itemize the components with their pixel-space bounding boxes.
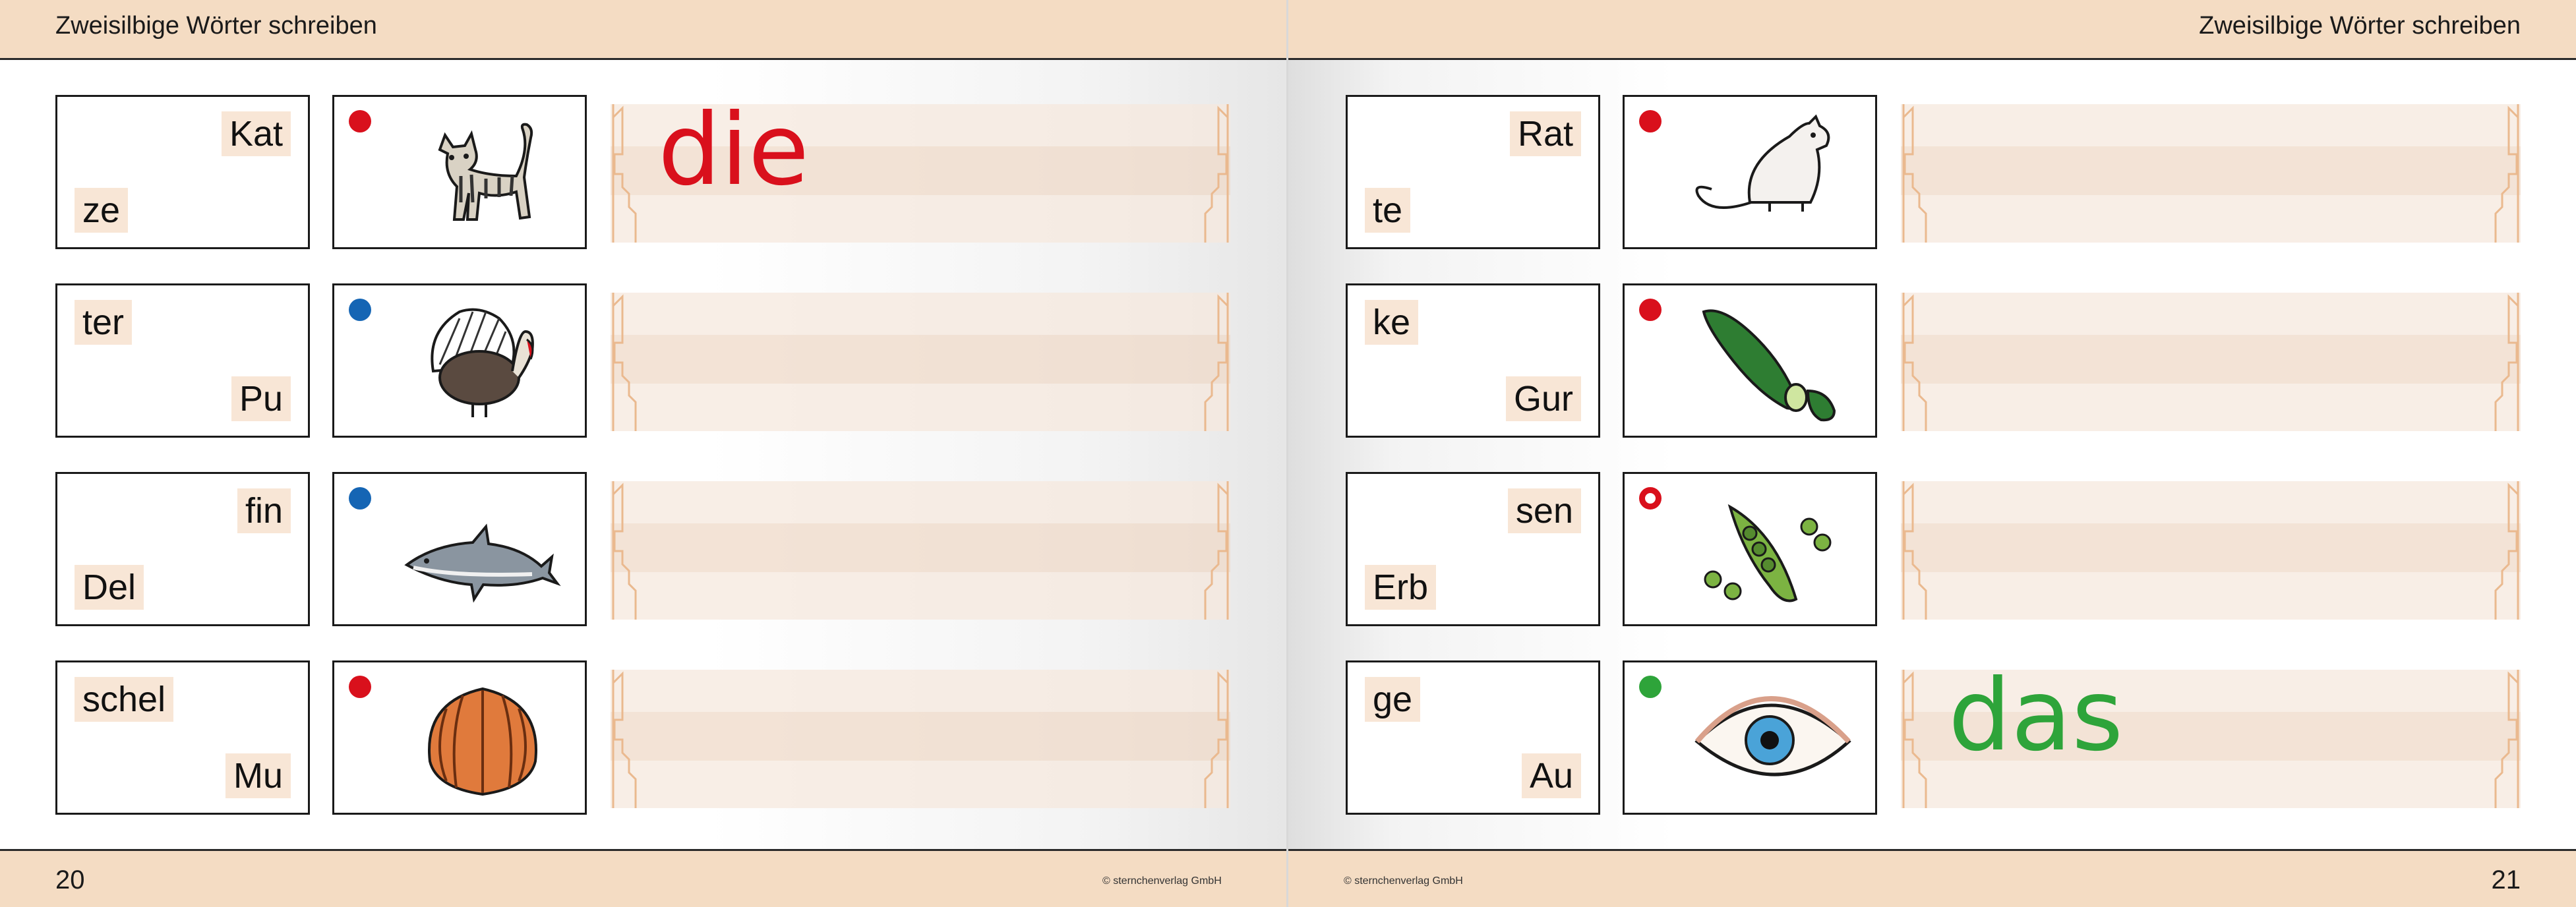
syllable-card (1346, 660, 1600, 815)
syllable-top: sen (1508, 488, 1581, 533)
syllable-card (55, 660, 310, 815)
exercise-row (55, 283, 1229, 436)
article-word: das (1948, 658, 2124, 773)
right-page (1288, 0, 2576, 907)
page-header (0, 0, 1288, 60)
syllable-top: fin (237, 488, 291, 533)
page-title: Zweisilbige Wörter schreiben (2199, 12, 2521, 40)
vowel-dot-red (349, 676, 371, 698)
page-footer (1288, 849, 2576, 907)
vowel-ring-red (1639, 487, 1662, 510)
picture-card (332, 660, 587, 815)
exercise-row (55, 95, 1229, 248)
exercise-row (1346, 283, 2519, 436)
page-number: 21 (2491, 865, 2521, 894)
exercise-row (1346, 660, 2519, 813)
writing-lines[interactable] (611, 670, 1230, 808)
syllable-card (1346, 95, 1600, 249)
picture-card (332, 95, 587, 249)
shell-picture (400, 676, 565, 801)
syllable-top: schel (75, 677, 173, 722)
vowel-dot-green (1639, 676, 1662, 698)
picture-card (332, 283, 587, 438)
syllable-bottom: Del (75, 565, 144, 610)
writing-lines[interactable] (1901, 104, 2521, 243)
syllable-top: Kat (222, 111, 291, 156)
writing-lines[interactable] (611, 481, 1230, 620)
cat-picture (400, 110, 565, 235)
vowel-dot-blue (349, 487, 371, 510)
syllable-top: Rat (1510, 111, 1581, 156)
writing-lines[interactable] (611, 293, 1230, 431)
peas-picture (1691, 487, 1855, 612)
turkey-picture (400, 299, 565, 424)
syllable-bottom: Mu (225, 753, 291, 798)
vowel-dot-red (1639, 110, 1662, 132)
syllable-card (55, 283, 310, 438)
article-word: die (658, 93, 810, 208)
syllable-card (55, 95, 310, 249)
syllable-card (55, 472, 310, 626)
syllable-bottom: te (1365, 188, 1410, 233)
syllable-card (1346, 472, 1600, 626)
picture-card (1623, 283, 1877, 438)
copyright: © sternchenverlag GmbH (1102, 875, 1222, 887)
syllable-top: ter (75, 300, 132, 345)
dolphin-picture (400, 487, 565, 612)
page-title: Zweisilbige Wörter schreiben (55, 12, 377, 40)
picture-card (1623, 95, 1877, 249)
syllable-bottom: Gur (1506, 376, 1581, 421)
picture-card (332, 472, 587, 626)
picture-card (1623, 660, 1877, 815)
exercise-row (55, 660, 1229, 813)
syllable-bottom: Au (1522, 753, 1581, 798)
writing-lines[interactable] (611, 93, 1230, 243)
cucumber-picture (1691, 299, 1855, 424)
picture-card (1623, 472, 1877, 626)
writing-lines[interactable] (1901, 293, 2521, 431)
syllable-top: ge (1365, 677, 1420, 722)
syllable-bottom: Pu (231, 376, 291, 421)
vowel-dot-blue (349, 299, 371, 321)
vowel-dot-red (349, 110, 371, 132)
rat-picture (1691, 110, 1855, 235)
syllable-bottom: Erb (1365, 565, 1436, 610)
page-number: 20 (55, 865, 85, 894)
page-footer (0, 849, 1288, 907)
eye-picture (1691, 676, 1855, 801)
syllable-top: ke (1365, 300, 1418, 345)
syllable-card (1346, 283, 1600, 438)
exercise-row (1346, 472, 2519, 625)
page-header (1288, 0, 2576, 60)
writing-lines[interactable] (1901, 658, 2521, 808)
syllable-bottom: ze (75, 188, 128, 233)
copyright: © sternchenverlag GmbH (1344, 875, 1463, 887)
exercise-row (55, 472, 1229, 625)
writing-lines[interactable] (1901, 481, 2521, 620)
exercise-row (1346, 95, 2519, 248)
vowel-dot-red (1639, 299, 1662, 321)
